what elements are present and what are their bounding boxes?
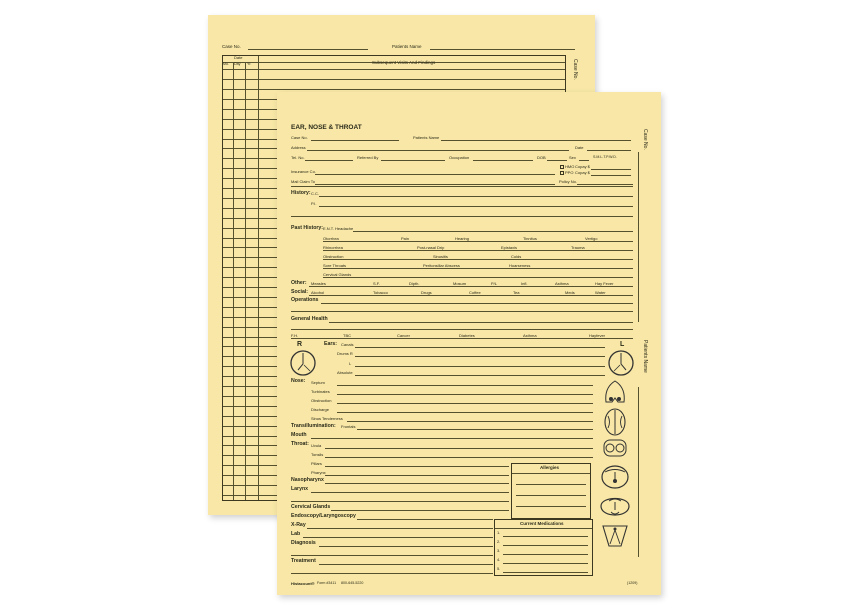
past-history-label: Past History: (291, 225, 323, 231)
sinusitis-label: Sinusitis (433, 254, 448, 259)
past-row1-item: E.N.T. Headache (323, 226, 354, 231)
social-item: Meds (565, 290, 575, 295)
pillars-label: Pillars (311, 461, 322, 466)
fh-label: F.H. (291, 333, 299, 338)
medication-number: 4. (497, 557, 501, 562)
case-no-label: Case No. (291, 135, 308, 140)
policy-no-label: Policy No. (559, 179, 578, 184)
peritonsillar-label: Peritonsillar Abscess (423, 263, 460, 268)
footer-form: Form #3411 (317, 581, 337, 585)
medication-line (503, 536, 588, 537)
fh-cancer: Cancer (397, 333, 410, 338)
visits-header: Subsequent Visits And Findings (372, 60, 436, 65)
date-col-day: Day (234, 62, 241, 66)
patients-name-label: Patients Name (413, 135, 440, 140)
social-item: Alcohol (311, 290, 325, 295)
absolute-label: Absolute (337, 370, 353, 375)
cc-label: C.C. (311, 191, 319, 196)
ppo-label: PPO (565, 170, 574, 175)
hoarseness-label: Hoarseness (509, 263, 531, 268)
diagnosis-label: Diagnosis (291, 540, 316, 546)
fh-hayfever: Hayfever (589, 333, 606, 338)
other-item: S.F. (373, 281, 380, 286)
left-eardrum-icon (607, 349, 635, 377)
cervical-glands-ph-label: Cervical Glands (323, 272, 352, 277)
footer-code: (1209) (627, 581, 638, 585)
operations-label: Operations (291, 297, 319, 303)
footer-brand: Histacount® (291, 581, 315, 586)
social-item: Water (595, 290, 606, 295)
nasal-cavity-icon (603, 408, 627, 436)
history-label: History: (291, 190, 311, 196)
mail-claim-label: Mail Claim To (291, 179, 315, 184)
rhinorrhea-label: Rhinorrhea (323, 245, 343, 250)
dob-label: DOB (537, 155, 546, 160)
other-item: Infl. (521, 281, 528, 286)
hearing-label: Hearing (455, 236, 470, 241)
pi-label: P.I. (311, 201, 317, 206)
copay2-label: Copay $ (575, 170, 590, 175)
right-ear-marker: R (297, 341, 303, 348)
sinus-icon (603, 438, 627, 458)
address-label: Address (291, 145, 306, 150)
other-item: Dipth. (409, 281, 420, 286)
drums-r-label: Drums R (337, 351, 353, 356)
other-item: Hay Fever (595, 281, 614, 286)
colds-label: Colds (511, 254, 522, 259)
social-label: Social: (291, 289, 309, 295)
tel-no-label: Tel. No. (291, 155, 305, 160)
fh-asthma: Asthma (523, 333, 537, 338)
hmo-checkbox[interactable] (560, 165, 564, 169)
side-case-label: Case No. (642, 129, 648, 150)
trauma-label: Trauma (571, 245, 585, 250)
uvula-label: Uvula (311, 443, 322, 448)
endoscopy-label: Endoscopy/Laryngoscopy (291, 513, 356, 519)
date-col-yr: Yr. (247, 62, 252, 66)
canals-label: Canals (341, 342, 354, 347)
other-item: Mosum (453, 281, 467, 286)
date-header: Date (234, 55, 243, 60)
mouth-label: Mouth (291, 432, 307, 438)
nose-front-icon (603, 380, 627, 406)
medication-line (503, 554, 588, 555)
sex-label: Sex (569, 155, 576, 160)
sore-throats-label: Sore Throats (323, 263, 347, 268)
postnasal-label: Post-nasal Drip (417, 245, 445, 250)
vertigo-label: Vertigo (585, 236, 598, 241)
other-item: P/L (491, 281, 498, 286)
larynx-label: Larynx (291, 486, 309, 492)
septum-label: Septum (311, 380, 325, 385)
left-ear-marker: L (620, 341, 625, 348)
marital-status-label: S.M.L.T.P.W.D. (593, 155, 617, 159)
turbinates-label: Turbinates (311, 389, 330, 394)
current-medications-label: Current Medications (520, 521, 564, 526)
current-medications-box (494, 519, 593, 576)
medication-line (503, 545, 588, 546)
side-patients-label: Patients Name (642, 340, 648, 373)
ent-form-sheet (277, 92, 661, 595)
medication-number: 1. (497, 530, 501, 535)
obstruction-label: Obstruction (323, 254, 344, 259)
fh-tbc: TBC (343, 333, 351, 338)
larynx-icon (599, 520, 631, 550)
tinnitus-label: Tinnitus (523, 236, 537, 241)
other-item: Measles (311, 281, 326, 286)
back-patients-name-label: Patients Name (392, 44, 422, 49)
drums-l-label: L (349, 361, 352, 366)
ppo-checkbox[interactable] (560, 171, 564, 175)
hmo-label: HMO (565, 164, 575, 169)
social-item: Drugs (421, 290, 432, 295)
pharynx-label: Pharynx (311, 470, 326, 475)
xray-label: X-Ray (291, 522, 306, 528)
back-side-case-label: Case No. (572, 59, 578, 80)
footer-phone: 800-645-5220 (341, 581, 364, 585)
occupation-label: Occupation (449, 155, 470, 160)
throat-label: Throat: (291, 441, 309, 447)
medication-number: 5. (497, 566, 501, 571)
social-item: Tobacco (373, 290, 388, 295)
medication-line (503, 572, 588, 573)
lab-label: Lab (291, 531, 301, 537)
frontals-label: Frontals (341, 424, 356, 429)
copay1-label: Copay $ (575, 164, 590, 169)
sinus-tenderness-label: Sinus Tenderness (311, 416, 343, 421)
back-case-no-label: Case No. (222, 44, 241, 49)
tonsils-label: Tonsils (311, 452, 324, 457)
medication-number: 2. (497, 539, 501, 544)
nose-label: Nose: (291, 378, 306, 384)
insurance-co-label: Insurance Co. (291, 169, 316, 174)
nasopharynx-label: Nasopharynx (291, 477, 324, 483)
medication-number: 3. (497, 548, 501, 553)
social-item: Tea (513, 290, 520, 295)
referred-by-label: Referred By (357, 155, 379, 160)
obstruction-nose-label: Obstruction (311, 398, 332, 403)
allergies-box (511, 463, 591, 519)
allergies-label: Allergies (540, 465, 560, 470)
medication-line (503, 563, 588, 564)
date-label: Date (575, 145, 584, 150)
visit-row-line (223, 89, 565, 90)
treatment-label: Treatment (291, 558, 316, 564)
transillumination-label: Transillumination: (291, 423, 336, 429)
otorrhea-label: Otorrhea (323, 236, 339, 241)
discharge-label: Discharge (311, 407, 330, 412)
ears-label: Ears: (324, 341, 337, 347)
other-label: Other: (291, 280, 307, 286)
right-eardrum-icon (289, 349, 317, 377)
social-item: Coffee (469, 290, 481, 295)
form-title: EAR, NOSE & THROAT (291, 124, 362, 131)
epistaxis-label: Epistaxis (501, 245, 518, 250)
fh-diabetes: Diabetes (459, 333, 475, 338)
pain-label: Pain (401, 236, 410, 241)
throat-icon (599, 492, 631, 522)
mouth-icon (601, 464, 629, 490)
date-col-mo: Mo. (223, 62, 229, 66)
other-item: Asthma (555, 281, 569, 286)
cervical-glands-label: Cervical Glands (291, 504, 331, 510)
general-health-label: General Health (291, 316, 328, 322)
